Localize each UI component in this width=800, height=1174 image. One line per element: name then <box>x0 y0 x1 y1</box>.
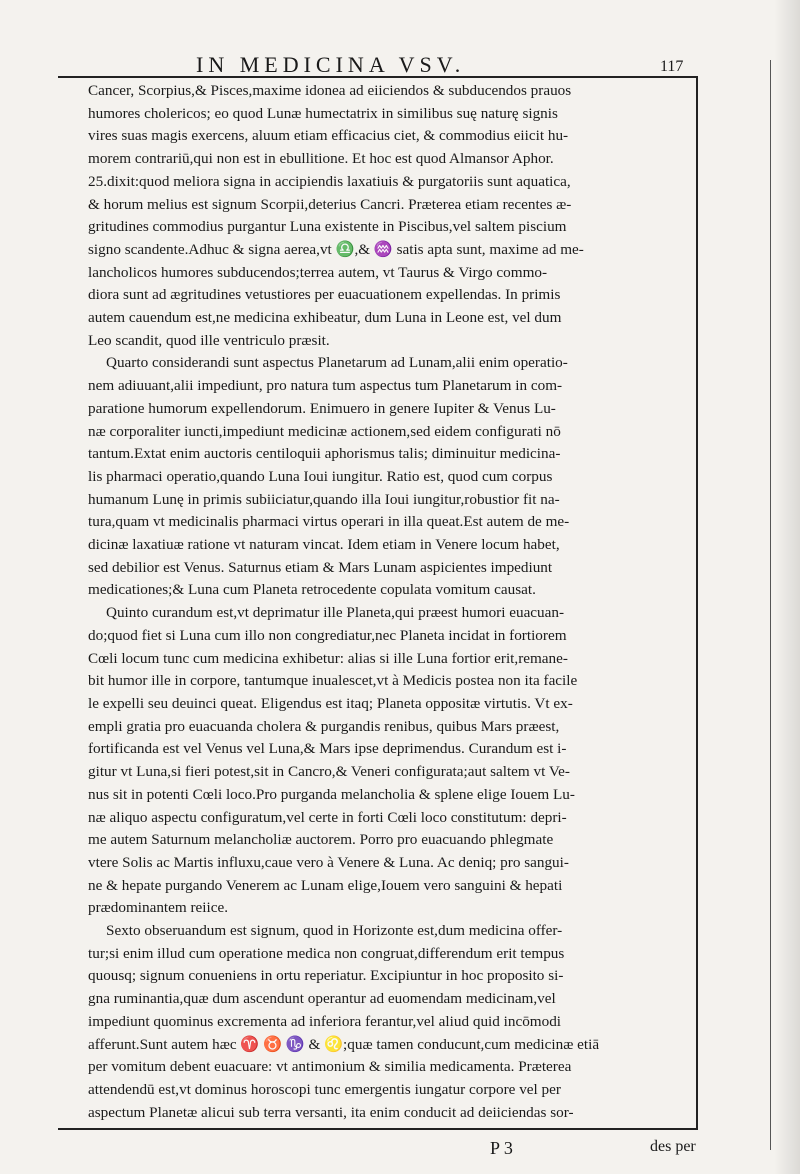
body-text <box>88 80 692 1124</box>
text-line: nus sit in potenti Cœli loco.Pro purganda melancholia & splene elige Iouem Lu- <box>88 785 575 803</box>
text-line: autem cauendum est,ne medicina exhibeatur, dum Luna in Leone est, vel dum <box>88 309 562 327</box>
paragraph-start-line: Quinto curandum est,vt deprimatur ille Planeta,qui præest humori euacuan- <box>106 604 565 622</box>
paragraph-start-line: Sexto obseruandum est signum, quod in Horizonte est,dum medicina offer- <box>106 922 563 940</box>
text-line: le expelli seu deuinci queat. Eligendus est itaq; Planeta oppositæ virtutis. Vt ex- <box>88 694 573 712</box>
text-line: & horum melius est signum Scorpii,deterius Cancri. Præterea etiam recentes æ- <box>88 195 572 213</box>
text-line: nem adiuuant,alii impediunt, pro natura tum aspectus tum Planetarum in com- <box>88 377 563 395</box>
text-line: Cancer, Scorpius,& Pisces,maxime idonea ad eiiciendos & subducendos prauos <box>88 82 572 99</box>
text-line: gitur vt Luna,si fieri potest,sit in Cancro,& Veneri configurata;aut saltem vt Ve- <box>88 763 570 781</box>
text-line: bit humor ille in corpore, tantumque inualescet,vt à Medicis postea non ita facile <box>88 672 578 690</box>
frame-rule-bottom <box>58 1128 698 1130</box>
text-line: afferunt.Sunt autem hæc ♈ ♉ ♑ & ♌;quæ tamen conducunt,cum medicinæ etiā <box>88 1035 600 1053</box>
text-line: gna ruminantia,quæ dum ascendunt operantur ad euomendam medicinam,vel <box>88 990 556 1008</box>
text-line: lancholicos humores subducendos;terrea autem, vt Taurus & Virgo commo- <box>88 263 548 281</box>
text-line: signo scandente.Adhuc & signa aerea,vt ♎,& ♒ satis apta sunt, maxime ad me- <box>88 240 584 258</box>
text-line: tantum.Extat enim auctoris centiloquii aphorismus talis; diminuitur medicina- <box>88 445 561 463</box>
running-head: IN MEDICINA VSV. <box>196 52 466 77</box>
text-line: lis pharmaci operatio,quando Luna Ioui iungitur. Ratio est, quod cum corpus <box>88 467 553 485</box>
text-line: impediunt quominus excrementa ad inferiora ferantur,vel aliud quid incōmodi <box>88 1012 562 1030</box>
text-line: diora sunt ad ægritudines vetustiores per euacuationem expellendas. In primis <box>88 286 561 304</box>
text-line: humores cholericos; eo quod Lunæ humectatrix in similibus suę naturę signis <box>88 104 558 122</box>
text-line: tur;si enim illud cum operatione medica non congruat,differendum erit tempus <box>88 944 565 962</box>
text-line: Cœli locum tunc cum medicina exhibetur: alias si ille Luna fortior erit,remane- <box>88 649 568 667</box>
text-line: tura,quam vt medicinalis pharmaci virtus operari in illa queat.Est autem de me- <box>88 513 570 531</box>
text-line: næ corporaliter iuncti,impediunt medicinæ actionem,sed eidem configurati nō <box>88 422 561 440</box>
frame-rule-right <box>696 76 698 1128</box>
paragraph-start-line: Quarto considerandi sunt aspectus Planetarum ad Lunam,alii enim operatio- <box>106 354 568 372</box>
text-line: ne & hepate purgando Venerem ac Lunam elige,Iouem vero sanguini & hepati <box>88 876 563 894</box>
text-line: vires suas magis exercens, aluum etiam efficacius ciet, & commodius eiicit hu- <box>88 127 569 145</box>
text-line: humanum Lunę in primis subiiciatur,quando illa Ioui iungitur,robustior fit na- <box>88 490 560 508</box>
signature-mark: P 3 <box>490 1138 513 1158</box>
text-line: me autem Saturnum melancholiæ auctorem. Porro pro euacuando phlegmate <box>88 831 554 849</box>
catchword: des per <box>650 1138 696 1155</box>
text-line: medicationes;& Luna cum Planeta retrocedente copulata vomitum causat. <box>88 581 536 599</box>
text-line: aspectum Planetæ alicui sub terra versanti, ita enim conducit ad deiiciendas sor- <box>88 1103 574 1121</box>
text-line: attendendū est,vt dominus horoscopi tunc emergentis iungatur corpore vel per <box>88 1080 561 1098</box>
text-line: prædominantem reiice. <box>88 899 229 917</box>
text-line: per vomitum debent euacuare: vt antimonium & similia medicamenta. Præterea <box>88 1058 572 1076</box>
text-line: fortificanda est vel Venus vel Luna,& Mars ipse deprimendus. Curandum est i- <box>88 740 567 758</box>
text-line: gritudines commodius purgantur Luna existente in Piscibus,vel saltem piscium <box>88 218 567 236</box>
text-line: næ aliquo aspectu configuratum,vel certe in forti Cœli loco constitutum: depri- <box>88 808 567 826</box>
text-line: empli gratia pro euacuanda cholera & purgandis renibus, quibus Mars præest, <box>88 717 560 735</box>
page-edge-shadow <box>774 0 800 1174</box>
text-line: Leo scandit, quod ille ventriculo præsit. <box>88 331 330 349</box>
text-line: vtere Solis ac Martis influxu,caue vero à Venere & Luna. Ac deniq; pro sangui- <box>88 853 569 871</box>
text-line: sed debilior est Venus. Saturnus etiam & Mars Lunam aspicientes impediunt <box>88 558 553 576</box>
text-line: morem contrariū,qui non est in ebullitione. Et hoc est quod Almansor Aphor. <box>88 150 554 168</box>
text-line: 25.dixit:quod meliora signa in accipiendis laxatiuis & purgatoriis sunt aquatica, <box>88 172 571 190</box>
outer-page-edge-line <box>770 60 771 1150</box>
text-line: quousq; signum conueniens in ortu reperiatur. Excipiuntur in hoc proposito si- <box>88 967 564 985</box>
page-number: 117 <box>660 58 684 75</box>
text-line: paratione humorum expellendorum. Enimuero in genere Iupiter & Venus Lu- <box>88 399 556 417</box>
text-line: do;quod fiet si Luna cum illo non congrediatur,nec Planeta incidat in fortiorem <box>88 626 567 644</box>
text-line: dicinæ laxatiuæ ratione vt naturam vincat. Idem etiam in Venere locum habet, <box>88 536 560 554</box>
